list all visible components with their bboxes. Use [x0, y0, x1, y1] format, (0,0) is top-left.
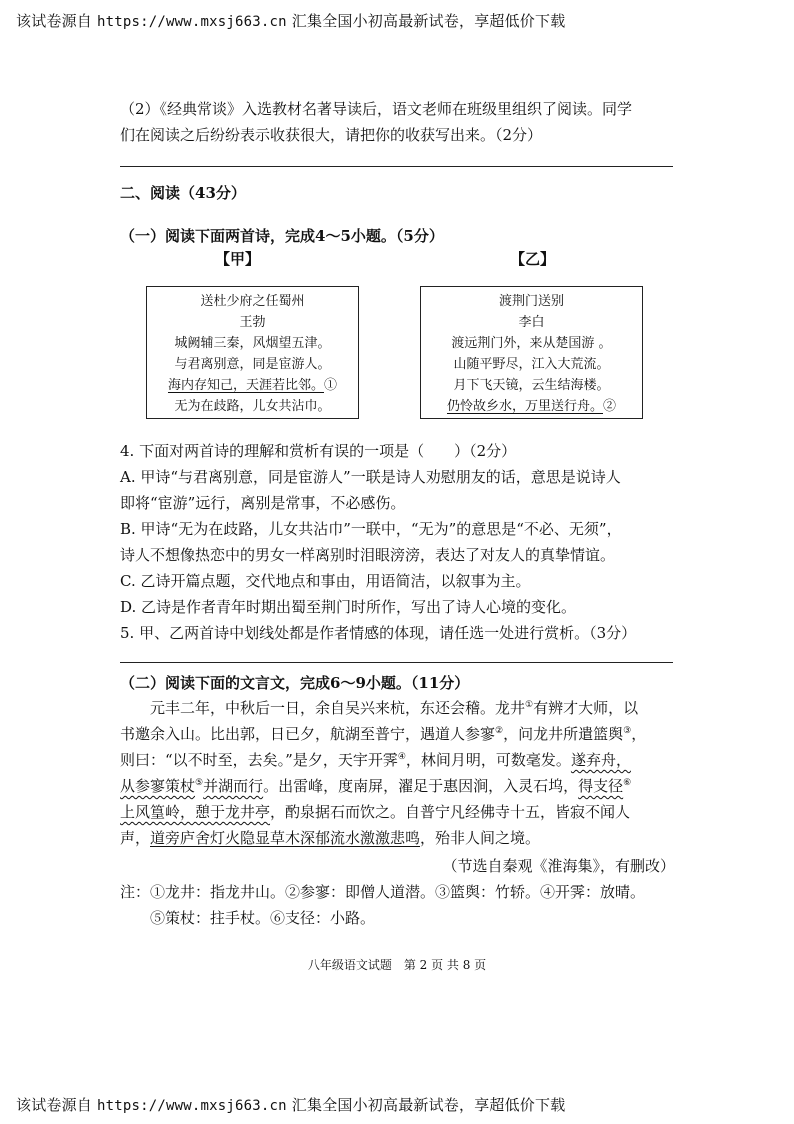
q2-line2: 们在阅读之后纷纷表示收获很大，请把你的收获写出来。（2分）	[120, 126, 543, 144]
prose-l3b: ，林间月明，可数毫发。	[405, 751, 571, 769]
poem-a-box	[146, 286, 359, 419]
label-yi: 【乙】	[510, 250, 556, 268]
poem-b-line1: 渡远荆门外，来从楚国游 。	[451, 336, 612, 351]
prose-l4d-underlined: 得支径	[578, 777, 624, 795]
q4-option-a2: 即将“宦游”远行，离别是常事，不必感伤。	[120, 494, 406, 512]
q5-stem: 5. 甲、乙两首诗中划线处都是作者情感的体现，请任选一处进行赏析。（3分）	[120, 624, 637, 642]
prose-line6	[120, 825, 675, 851]
notes-line1: 注：①龙井：指龙井山。②参寥：即僧人道潜。③篮舆：竹轿。④开霁：放晴。	[120, 883, 646, 901]
answer-line-q2	[120, 166, 673, 167]
prose-l1a: 元丰二年，中秋后一日，余自吴兴来杭，东还会稽。龙井	[150, 699, 526, 717]
poem-a-line1: 城阙辅三秦，风烟望五津。	[174, 336, 331, 351]
notes-line2: ⑤策杖：拄手杖。⑥支径：小路。	[150, 909, 376, 927]
q4-option-c: C. 乙诗开篇点题，交代地点和事由，用语简洁，以叙事为主。	[120, 572, 531, 590]
poem-b-mark2: ②	[603, 399, 617, 414]
watermark-url-bottom[interactable]: https://www.mxsj663.cn	[96, 1098, 287, 1114]
q4-option-b1: B. 甲诗“无为在歧路，儿女共沾巾”一联中，“无为”的意思是“不必、无须”，	[120, 520, 622, 538]
poem-a-line3-wrap	[147, 375, 358, 396]
poem-b-line2: 山随平野尽，江入大荒流。	[453, 357, 610, 372]
prose-line1	[120, 695, 675, 721]
prose-l2b: ，问龙井所遣篮舆	[503, 725, 624, 743]
watermark-prefix: 该试卷源自	[16, 12, 93, 30]
note-ref-5: ⑤	[195, 778, 204, 788]
prose-l4a-underlined: 从参寥策杖	[120, 777, 196, 795]
prose-line3	[120, 747, 675, 773]
part1-title: （一）阅读下面两首诗，完成4～5小题。（5分）	[120, 227, 444, 245]
section2-title: 二、阅读（43分）	[120, 184, 246, 202]
poem-b-title: 渡荆门送别	[498, 294, 564, 309]
q2-line1: （2）《经典常谈》入选教材名著导读后，语文老师在班级里组织了阅读。同学	[120, 100, 633, 118]
poem-a-line3: 海内存知己，天涯若比邻。	[167, 378, 324, 393]
note-ref-1: ①	[525, 700, 534, 710]
poem-b-box	[420, 286, 643, 419]
poem-b-line4-wrap	[421, 396, 642, 417]
poem-b-line4: 仍怜故乡水，万里送行舟。	[446, 399, 603, 414]
header-watermark	[16, 10, 565, 31]
prose-l6c: ，殆非人间之境。	[420, 829, 541, 847]
poem-a-mark1: ①	[324, 378, 338, 393]
prose-l4c: 。出雷峰，度南屏，濯足于惠因涧，入灵石坞，	[263, 777, 579, 795]
poem-a-title: 送杜少府之任蜀州	[200, 294, 305, 309]
q4-stem: 4. 下面对两首诗的理解和赏析有误的一项是（ ）（2分）	[120, 442, 517, 460]
prose-line2	[120, 721, 675, 747]
prose-l3c-underlined: 遂弃舟，	[570, 751, 631, 769]
poem-b-line3: 月下飞天镜，云生结海楼。	[453, 378, 610, 393]
note-ref-6: ⑥	[623, 778, 632, 788]
footer-watermark	[16, 1094, 565, 1115]
prose-l2a: 书邀余入山。比出郭，日已夕，航湖至普宁，遇道人参寥	[120, 725, 496, 743]
prose-l3a: 则曰：“以不时至，去矣。”是夕，天宇开霁	[120, 751, 398, 769]
label-jia: 【甲】	[215, 250, 261, 268]
note-ref-3: ③	[623, 726, 632, 736]
answer-line-q5	[120, 662, 673, 663]
prose-line4	[120, 773, 675, 799]
prose-source: （节选自秦观《淮海集》，有删改）	[442, 857, 675, 875]
prose-l4b-underlined: 并湖而行	[203, 777, 264, 795]
part2-title: （二）阅读下面的文言文，完成6～9小题。（11分）	[120, 674, 470, 692]
prose-l5a-underlined: 上风篁岭，憩于龙井亭	[120, 803, 271, 821]
watermark-suffix-bottom: 汇集全国小初高最新试卷，享超低价下载	[291, 1096, 566, 1114]
prose-l6a: 声，	[120, 829, 151, 847]
poem-b-author: 李白	[518, 315, 545, 330]
q4-option-b2: 诗人不想像热恋中的男女一样离别时泪眼滂滂，表达了对友人的真挚情谊。	[120, 546, 616, 564]
prose-l5b: ，酌泉据石而饮之。自普宁凡经佛寺十五，皆寂不闻人	[270, 803, 631, 821]
prose-l6b-underlined: 道旁庐舍灯火隐显草木深郁流水激激悲鸣	[150, 829, 421, 847]
q4-option-a1: A. 甲诗“与君离别意，同是宦游人”一联是诗人劝慰朋友的话，意思是说诗人	[120, 468, 621, 486]
poem-a-line4: 无为在歧路，儿女共沾巾。	[174, 399, 331, 414]
prose-l1b: 有辨才大师，以	[533, 699, 639, 717]
poem-a-author: 王勃	[239, 315, 266, 330]
poem-a-line2: 与君离别意，同是宦游人。	[174, 357, 331, 372]
note-ref-4: ④	[397, 752, 406, 762]
watermark-prefix-bottom: 该试卷源自	[16, 1096, 93, 1114]
q4-option-d: D. 乙诗是作者青年时期出蜀至荆门时所作，写出了诗人心境的变化。	[120, 598, 577, 616]
page-footer: 八年级语文试题 第 2 页 共 8 页	[307, 958, 487, 972]
note-ref-2: ②	[495, 726, 504, 736]
prose-l2c: ，	[631, 725, 647, 743]
prose-line5	[120, 799, 675, 825]
watermark-url[interactable]: https://www.mxsj663.cn	[96, 14, 287, 30]
watermark-suffix: 汇集全国小初高最新试卷，享超低价下载	[291, 12, 566, 30]
